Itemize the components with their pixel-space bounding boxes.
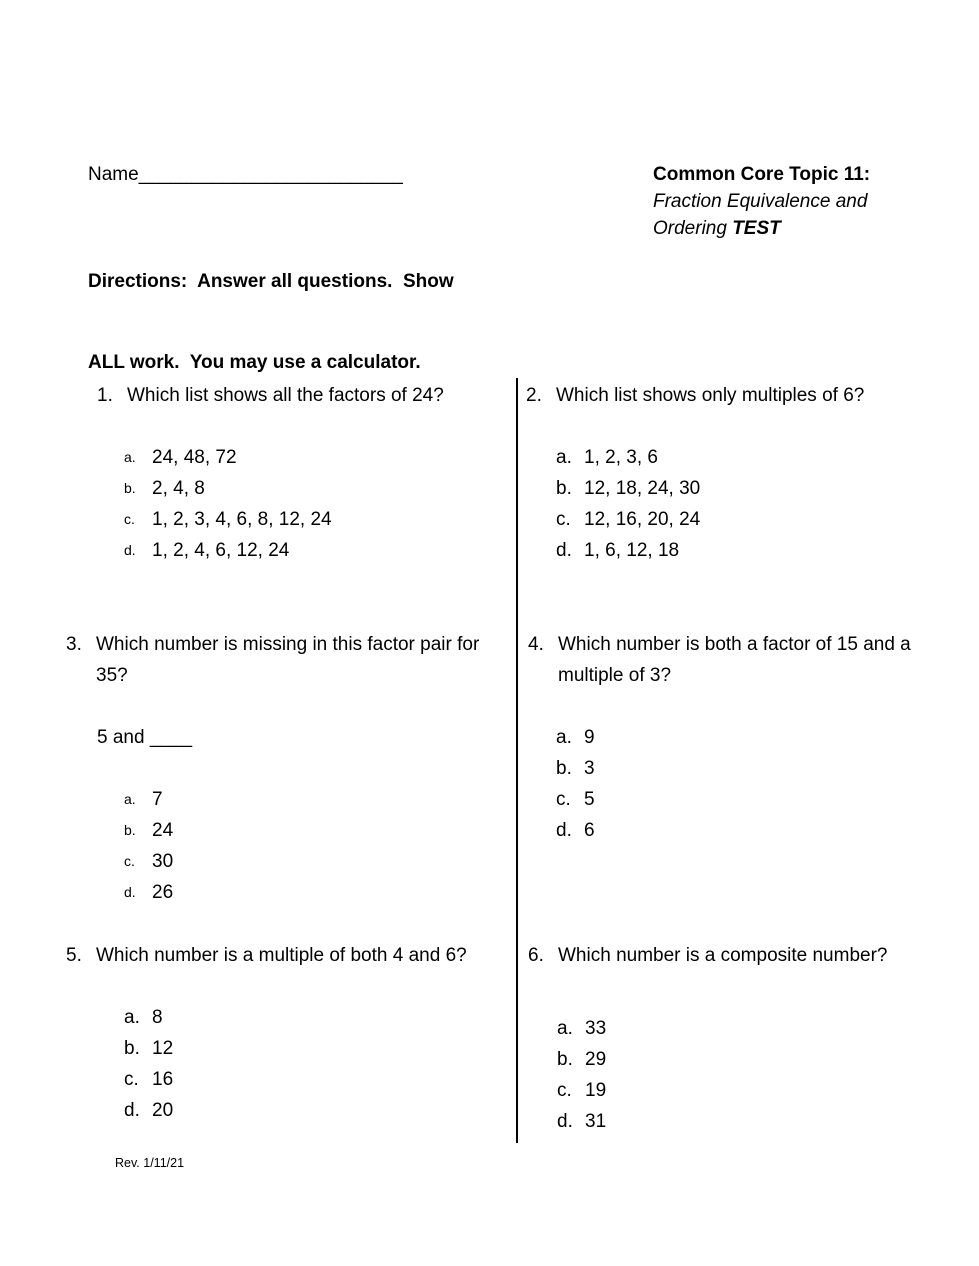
answer-option: [124, 1095, 511, 1126]
topic-test-label: TEST: [732, 218, 781, 239]
option-text: 3: [584, 758, 595, 779]
question-3-line: [66, 629, 498, 691]
answer-option: [124, 1033, 511, 1064]
factor-pair-blank: 5 and ____: [97, 727, 193, 748]
question-text: Which number is missing in this factor pair for 35?: [96, 634, 480, 686]
option-text: 1, 2, 3, 6: [584, 447, 658, 468]
option-text: 1, 2, 4, 6, 12, 24: [152, 540, 290, 561]
question-3-options: [124, 784, 498, 908]
question-text: Which number is a multiple of both 4 and 6?: [96, 945, 467, 966]
question-6-line: [528, 940, 948, 971]
question-text: Which number is a composite number?: [558, 945, 888, 966]
answer-option: [124, 877, 498, 908]
option-letter: d.: [124, 884, 136, 900]
question-2: [526, 380, 946, 566]
option-text: 1, 2, 3, 4, 6, 8, 12, 24: [152, 509, 332, 530]
column-divider: [516, 378, 518, 1143]
option-text: 12, 18, 24, 30: [584, 478, 701, 499]
answer-option: [557, 1106, 948, 1137]
option-text: 16: [152, 1069, 174, 1090]
question-2-line: [526, 380, 946, 411]
option-text: 19: [585, 1080, 607, 1101]
question-1-line: [97, 380, 502, 411]
answer-option: [556, 442, 946, 473]
answer-option: [124, 815, 498, 846]
question-number: 4.: [528, 634, 544, 655]
option-text: 24, 48, 72: [152, 447, 237, 468]
option-text: 8: [152, 1007, 163, 1028]
option-text: 7: [152, 789, 163, 810]
option-letter: c.: [557, 1080, 572, 1101]
answer-option: [124, 535, 502, 566]
question-number: 6.: [528, 945, 544, 966]
answer-option: [557, 1013, 948, 1044]
answer-option: [124, 1064, 511, 1095]
footer-revision: Rev. 1/11/21: [115, 1156, 185, 1170]
option-text: 29: [585, 1049, 607, 1070]
option-letter: a.: [124, 1007, 140, 1028]
question-5: [66, 940, 511, 1126]
option-letter: d.: [556, 540, 572, 561]
question-6: [528, 940, 948, 1137]
option-text: 30: [152, 851, 174, 872]
option-letter: a.: [124, 791, 136, 807]
option-letter: d.: [557, 1111, 573, 1132]
option-letter: b.: [124, 480, 136, 496]
question-text: Which list shows only multiples of 6?: [556, 385, 865, 406]
question-text: Which list shows all the factors of 24?: [127, 385, 444, 406]
answer-option: [556, 815, 930, 846]
question-5-line: [66, 940, 511, 971]
option-text: 1, 6, 12, 18: [584, 540, 680, 561]
answer-option: [556, 504, 946, 535]
directions-line-1: Directions: Answer all questions. Show: [88, 271, 454, 292]
answer-option: [557, 1044, 948, 1075]
answer-option: [557, 1075, 948, 1106]
answer-option: [556, 722, 930, 753]
option-letter: c.: [556, 509, 571, 530]
name-label: Name: [88, 164, 139, 185]
question-5-options: [124, 1002, 511, 1126]
option-letter: a.: [556, 447, 572, 468]
option-letter: c.: [124, 853, 135, 869]
answer-option: [124, 442, 502, 473]
option-letter: b.: [557, 1049, 573, 1070]
answer-option: [124, 473, 502, 504]
option-letter: a.: [124, 449, 136, 465]
option-letter: c.: [124, 511, 135, 527]
question-4-line: [528, 629, 930, 691]
name-row: [88, 161, 518, 188]
answer-option: [556, 753, 930, 784]
topic-subtitle-2: [653, 215, 943, 242]
option-letter: c.: [556, 789, 571, 810]
topic-subtitle-2-text: Ordering: [653, 218, 733, 239]
name-blank-line: _________________________: [138, 164, 403, 185]
option-letter: d.: [124, 1100, 140, 1121]
question-1-options: [124, 442, 502, 566]
option-letter: c.: [124, 1069, 139, 1090]
question-4: [528, 629, 930, 846]
answer-option: [124, 846, 498, 877]
option-text: 6: [584, 820, 595, 841]
topic-header: [653, 161, 943, 242]
topic-subtitle-1: Fraction Equivalence and: [653, 191, 868, 212]
option-letter: a.: [557, 1018, 573, 1039]
question-1: [97, 380, 502, 566]
option-text: 33: [585, 1018, 607, 1039]
option-text: 12, 16, 20, 24: [584, 509, 701, 530]
option-text: 20: [152, 1100, 174, 1121]
question-number: 3.: [66, 634, 82, 655]
answer-option: [556, 473, 946, 504]
question-text: Which number is both a factor of 15 and a multiple of 3?: [558, 634, 911, 686]
answer-option: [124, 784, 498, 815]
answer-option: [556, 784, 930, 815]
question-number: 2.: [526, 385, 542, 406]
question-number: 1.: [97, 385, 113, 406]
option-letter: d.: [124, 542, 136, 558]
option-letter: b.: [124, 822, 136, 838]
answer-option: [124, 1002, 511, 1033]
directions-line-2: ALL work. You may use a calculator.: [88, 352, 421, 373]
question-number: 5.: [66, 945, 82, 966]
topic-title-line: [653, 161, 943, 188]
option-text: 26: [152, 882, 174, 903]
option-letter: b.: [556, 478, 572, 499]
option-text: 5: [584, 789, 595, 810]
question-2-options: [556, 442, 946, 566]
option-text: 24: [152, 820, 174, 841]
answer-option: [556, 535, 946, 566]
option-letter: a.: [556, 727, 572, 748]
question-4-options: [556, 722, 930, 846]
answer-option: [124, 504, 502, 535]
option-text: 9: [584, 727, 595, 748]
option-letter: d.: [556, 820, 572, 841]
topic-title: Common Core Topic 11: [653, 164, 864, 185]
topic-colon: :: [863, 164, 871, 185]
question-3: [66, 629, 498, 908]
option-letter: b.: [124, 1038, 140, 1059]
option-text: 2, 4, 8: [152, 478, 205, 499]
option-text: 12: [152, 1038, 174, 1059]
option-letter: b.: [556, 758, 572, 779]
question-6-options: [557, 1013, 948, 1137]
option-text: 31: [585, 1111, 607, 1132]
